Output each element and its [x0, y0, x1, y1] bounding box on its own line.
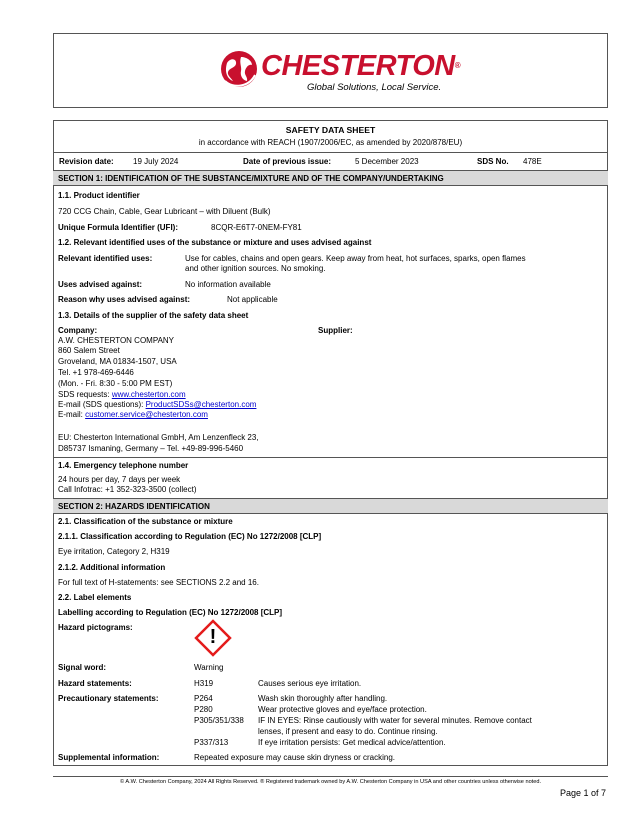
hazard-code: H319	[194, 679, 214, 688]
precaution-text: lenses, if present and easy to do. Continue rinsing.	[258, 727, 438, 736]
customer-service-email-link[interactable]: customer.service@chesterton.com	[85, 410, 208, 419]
company-label: Company:	[58, 326, 98, 335]
hazard-text: Causes serious eye irritation.	[258, 679, 362, 688]
header-box	[53, 33, 608, 108]
precaution-text: If eye irritation persists: Get medical advice/attention.	[258, 738, 446, 747]
brand-tagline: Global Solutions, Local Service.	[307, 82, 442, 93]
heading-2-2: 2.2. Label elements	[58, 593, 132, 602]
signal-word-label: Signal word:	[58, 663, 106, 672]
previous-issue-label: Date of previous issue:	[243, 157, 332, 166]
company-line: 860 Salem Street	[58, 346, 120, 355]
pictograms-label: Hazard pictograms:	[58, 623, 133, 632]
precaution-text: Wash skin thoroughly after handling.	[258, 694, 388, 703]
precaution-code: P280	[194, 705, 213, 714]
company-line: A.W. CHESTERTON COMPANY	[58, 336, 175, 345]
chesterton-logo	[219, 49, 461, 94]
eu-address-line1: EU: Chesterton International GmbH, Am Lenzenfleck 23,	[58, 433, 259, 442]
document-subtitle: in accordance with REACH (1907/2006/EC, as amended by 2020/878/EU)	[198, 138, 463, 147]
ufi-value: 8CQR-E6T7-0NEM-FY81	[211, 223, 302, 232]
company-line: Tel. +1 978-469-6446	[58, 368, 134, 377]
hazard-statements-label: Hazard statements:	[58, 679, 132, 688]
email-line: E-mail: customer.service@chesterton.com	[58, 410, 208, 419]
signal-word-value: Warning	[194, 663, 224, 672]
heading-2-1: 2.1. Classification of the substance or mixture	[58, 517, 233, 526]
previous-issue-value: 5 December 2023	[355, 157, 419, 166]
heading-2-1-1: 2.1.1. Classification according to Regulation (EC) No 1272/2008 [CLP]	[58, 532, 322, 541]
section2-heading: SECTION 2: HAZARDS IDENTIFICATION	[58, 502, 210, 511]
precaution-code: P305/351/338	[194, 716, 244, 725]
document-title: SAFETY DATA SHEET	[285, 125, 376, 135]
advised-against-value: No information available	[185, 280, 271, 289]
heading-1-1: 1.1. Product identifier	[58, 191, 140, 200]
footer-copyright: © A.W. Chesterton Company, 2024 All Rights Reserved. ® Registered trademark owned by A.W. Chesterton Company in USA and other countries unless otherwise noted.	[119, 779, 542, 785]
heading-1-4: 1.4. Emergency telephone number	[58, 461, 189, 470]
footer-rule	[53, 776, 608, 777]
sds-email-link[interactable]: ProductSDSs@chesterton.com	[145, 400, 257, 409]
relevant-uses-label: Relevant identified uses:	[58, 254, 153, 263]
precaution-text: IF IN EYES: Rinse cautiously with water for several minutes. Remove contact	[258, 716, 532, 725]
ufi-label: Unique Formula Identifier (UFI):	[58, 223, 178, 232]
brand-name: CHESTERTON®	[261, 50, 461, 82]
sds-number-value: 478E	[523, 157, 542, 166]
pictogram-symbol: !	[209, 626, 217, 648]
sds-requests-line: SDS requests: www.chesterton.com	[58, 390, 186, 399]
emergency-line1: 24 hours per day, 7 days per week	[58, 475, 181, 484]
email-sds-line: E-mail (SDS questions): ProductSDSs@chesterton.com	[58, 400, 257, 409]
globe-icon	[219, 49, 259, 89]
relevant-uses-line1: Use for cables, chains and open gears. Keep away from heat, hot surfaces, sparks, open flames	[185, 254, 526, 263]
company-line: Groveland, MA 01834-1507, USA	[58, 357, 177, 366]
ghs-exclamation-icon	[194, 619, 232, 657]
revision-label: Revision date:	[59, 157, 114, 166]
precaution-text: Wear protective gloves and eye/face protection.	[258, 705, 427, 714]
page-number: Page 1 of 7	[559, 788, 606, 798]
company-line: (Mon. - Fri. 8:30 - 5:00 PM EST)	[58, 379, 173, 388]
reason-value: Not applicable	[227, 295, 278, 304]
additional-info: For full text of H-statements: see SECTIONS 2.2 and 16.	[58, 578, 259, 587]
supplier-label: Supplier:	[318, 326, 353, 335]
precaution-code: P264	[194, 694, 213, 703]
product-name: 720 CCG Chain, Cable, Gear Lubricant – with Diluent (Bulk)	[58, 207, 271, 216]
heading-2-1-2: 2.1.2. Additional information	[58, 563, 166, 572]
precautionary-label: Precautionary statements:	[58, 694, 159, 703]
advised-against-label: Uses advised against:	[58, 280, 143, 289]
heading-1-3: 1.3. Details of the supplier of the safety data sheet	[58, 311, 249, 320]
supplemental-label: Supplemental information:	[58, 753, 160, 762]
supplemental-value: Repeated exposure may cause skin dryness or cracking.	[194, 753, 395, 762]
reason-label: Reason why uses advised against:	[58, 295, 191, 304]
precaution-code: P337/313	[194, 738, 229, 747]
sds-number-label: SDS No.	[477, 157, 509, 166]
revision-value: 19 July 2024	[133, 157, 179, 166]
classification: Eye irritation, Category 2, H319	[58, 547, 170, 556]
section1-heading: SECTION 1: IDENTIFICATION OF THE SUBSTANCE/MIXTURE AND OF THE COMPANY/UNDERTAKING	[58, 174, 444, 183]
eu-address-line2: D85737 Ismaning, Germany – Tel. +49-89-996-5460	[58, 444, 244, 453]
emergency-line2: Call Infotrac: +1 352-323-3500 (collect)	[58, 485, 197, 494]
relevant-uses-line2: and other ignition sources. No smoking.	[185, 264, 326, 273]
heading-1-2: 1.2. Relevant identified uses of the substance or mixture and uses advised against	[58, 238, 372, 247]
labelling-heading: Labelling according to Regulation (EC) No 1272/2008 [CLP]	[58, 608, 283, 617]
website-link[interactable]: www.chesterton.com	[111, 390, 186, 399]
